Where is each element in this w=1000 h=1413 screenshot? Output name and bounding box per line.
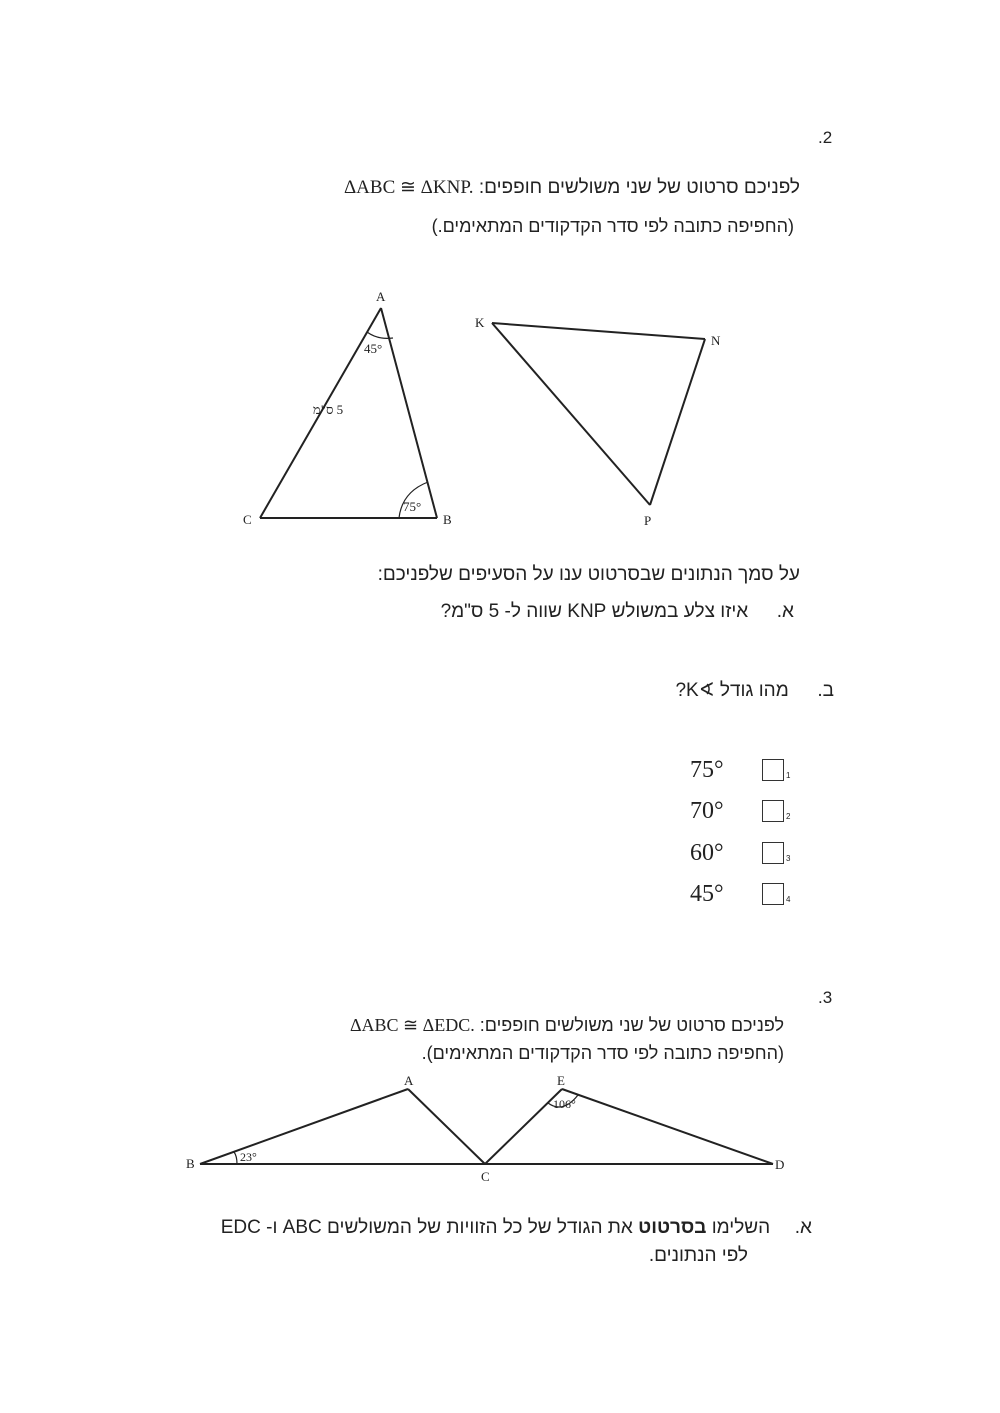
question-3-part-a: [221, 1217, 812, 1239]
question-3-note: (החפיפה כתובה לפי סדר הקדקודים המתאימים).: [421, 1043, 784, 1063]
option-3-index: 3: [786, 854, 791, 863]
question-2-intro-math: ΔABC ≅ ΔKNP.: [343, 177, 474, 198]
question-2-instructions: על סמך הנתונים שבסרטוט ענו על הסעיפים שלפניכם:: [377, 564, 800, 585]
option-2-index: 2: [786, 812, 791, 821]
angle-b-label: 23°: [240, 1150, 257, 1164]
question-3-intro-math: ΔABC ≅ ΔEDC.: [349, 1015, 475, 1035]
question-2-note: (החפיפה כתובה לפי סדר הקדקודים המתאימים.): [431, 216, 794, 236]
option-2: [690, 798, 800, 828]
side-ac-label: 5 ס"מ: [313, 402, 344, 417]
question-2-part-a: [441, 601, 794, 623]
vertex-c-label: C: [481, 1169, 490, 1184]
vertex-a-label: A: [404, 1073, 414, 1088]
option-1-checkbox[interactable]: [762, 759, 784, 781]
option-3-checkbox[interactable]: [762, 842, 784, 864]
vertex-n-label: N: [711, 333, 721, 348]
q3-part-a-text-before: השלימו: [711, 1217, 771, 1238]
vertex-c-label: C: [243, 512, 252, 527]
part-a-letter: א.: [776, 601, 794, 622]
question-2-intro: [344, 176, 800, 199]
option-2-checkbox[interactable]: [762, 800, 784, 822]
triangle-abc-figure: [230, 280, 490, 540]
option-3: [690, 840, 800, 870]
vertex-e-label: E: [557, 1073, 565, 1088]
question-2-number: .2: [818, 128, 833, 147]
vertex-d-label: D: [775, 1157, 785, 1172]
option-4: [690, 881, 800, 911]
option-4-label: 45°: [690, 881, 724, 907]
vertex-a-label: A: [376, 289, 386, 304]
q3-part-a-letter: א.: [794, 1217, 812, 1238]
part-b-text: מהו גודל ∢K?: [675, 680, 789, 701]
angle-e-label: 106°: [553, 1097, 576, 1111]
side-ce: [485, 1089, 562, 1164]
vertex-b-label: B: [443, 512, 452, 527]
option-4-checkbox[interactable]: [762, 883, 784, 905]
angle-a-label: 45°: [364, 341, 383, 356]
question-2-intro-text: לפניכם סרטוט של שני משולשים חופפים:: [478, 177, 800, 198]
side-ba: [200, 1089, 408, 1164]
question-3-part-a-line2: לפי הנתונים.: [648, 1245, 748, 1266]
question-3-number: .3: [818, 988, 833, 1007]
question-3-intro-text: לפניכם סרטוט של שני משולשים חופפים:: [479, 1015, 784, 1035]
option-1: [690, 757, 800, 787]
vertex-p-label: P: [644, 513, 652, 528]
side-kp: [492, 323, 650, 505]
angle-b-label: 75°: [403, 499, 422, 514]
question-3-intro: [350, 1015, 784, 1036]
q3-part-a-text-bold: בסרטוט: [638, 1217, 707, 1238]
side-ab: [381, 308, 437, 518]
q3-part-a-text-after: את הגודל של כל הזוויות של המשולשים ABC ו- EDC: [220, 1217, 633, 1238]
side-kn: [492, 323, 705, 339]
triangle-knp-figure: [465, 305, 745, 565]
side-np: [650, 339, 705, 505]
triangles-abc-edc-figure: [180, 1072, 800, 1182]
side-ac: [408, 1089, 485, 1164]
vertex-k-label: K: [475, 315, 485, 330]
part-a-text: איזו צלע במשולש KNP שווה ל- 5 ס"מ?: [440, 601, 749, 622]
option-1-label: 75°: [690, 757, 724, 783]
option-3-label: 60°: [690, 840, 724, 866]
part-b-letter: ב.: [817, 680, 834, 701]
angle-b-arc: [234, 1152, 237, 1164]
option-2-label: 70°: [690, 798, 724, 824]
question-2-part-b: [675, 679, 834, 702]
vertex-b-label: B: [186, 1156, 195, 1171]
option-4-index: 4: [786, 895, 791, 904]
option-1-index: 1: [786, 771, 791, 780]
side-ed: [562, 1089, 773, 1164]
